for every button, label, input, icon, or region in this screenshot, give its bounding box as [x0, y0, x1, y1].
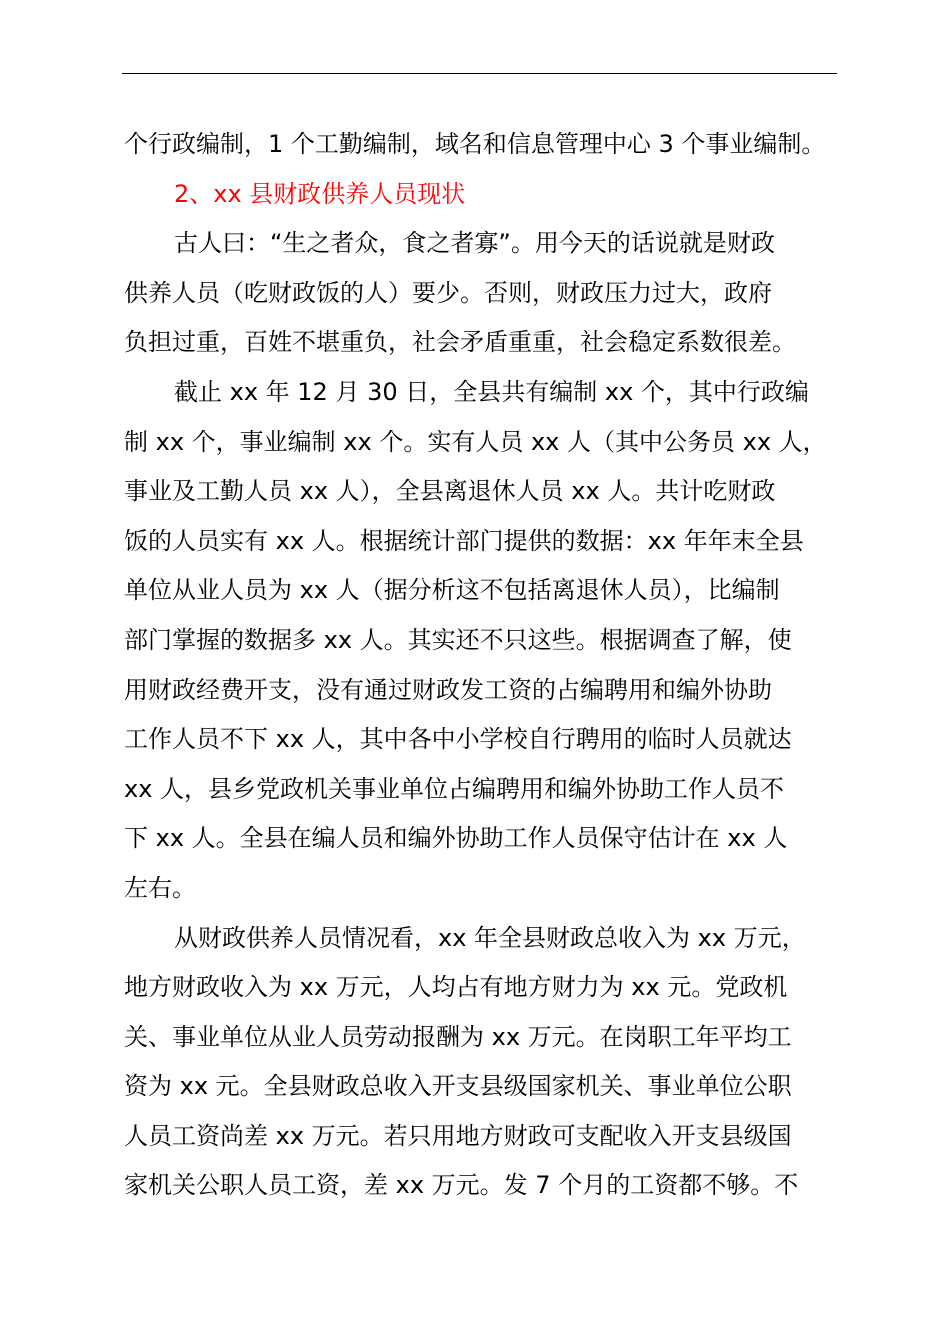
header-rule [122, 73, 837, 74]
text-line: 资为 xx 元。全县财政总收入开支县级国家机关、事业单位公职 [124, 1072, 792, 1101]
text-line: 饭的人员实有 xx 人。根据统计部门提供的数据：xx 年年末全县 [124, 526, 804, 555]
text-line: 负担过重，百姓不堪重负，社会矛盾重重，社会稳定系数很差。 [124, 328, 796, 357]
text-line: 用财政经费开支，没有通过财政发工资的占编聘用和编外协助 [124, 675, 772, 704]
text-line: 部门掌握的数据多 xx 人。其实还不只这些。根据调查了解，使 [124, 625, 792, 654]
paragraph-start: 古人曰：“生之者众，食之者寡”。用今天的话说就是财政 [174, 229, 775, 258]
document-body [124, 120, 844, 1211]
text-line: 供养人员（吃财政饭的人）要少。否则，财政压力过大，政府 [124, 278, 772, 307]
text-line: 工作人员不下 xx 人，其中各中小学校自行聘用的临时人员就达 [124, 725, 792, 754]
text-line: 关、事业单位从业人员劳动报酬为 xx 万元。在岗职工年平均工 [124, 1022, 792, 1051]
text-line: 制 xx 个，事业编制 xx 个。实有人员 xx 人（其中公务员 xx 人， [124, 427, 827, 456]
paragraph-start: 从财政供养人员情况看，xx 年全县财政总收入为 xx 万元， [174, 923, 806, 952]
text-line: 事业及工勤人员 xx 人），全县离退休人员 xx 人。共计吃财政 [124, 477, 776, 506]
text-line: 家机关公职人员工资，差 xx 万元。发 7 个月的工资都不够。不 [124, 1171, 799, 1200]
text-line: 地方财政收入为 xx 万元，人均占有地方财力为 xx 元。党政机 [124, 973, 788, 1002]
text-line: 下 xx 人。全县在编人员和编外协助工作人员保守估计在 xx 人 [124, 824, 788, 853]
section-heading: 2、xx 县财政供养人员现状 [174, 179, 466, 208]
text-line: xx 人，县乡党政机关事业单位占编聘用和编外协助工作人员不 [124, 774, 785, 803]
text-line: 左右。 [124, 873, 196, 902]
text-line: 人员工资尚差 xx 万元。若只用地方财政可支配收入开支县级国 [124, 1121, 792, 1150]
text-line: 单位从业人员为 xx 人（据分析这不包括离退休人员），比编制 [124, 576, 780, 605]
paragraph-start: 截止 xx 年 12 月 30 日，全县共有编制 xx 个，其中行政编 [174, 377, 809, 406]
text-line: 个行政编制，1 个工勤编制，域名和信息管理中心 3 个事业编制。 [124, 130, 826, 158]
